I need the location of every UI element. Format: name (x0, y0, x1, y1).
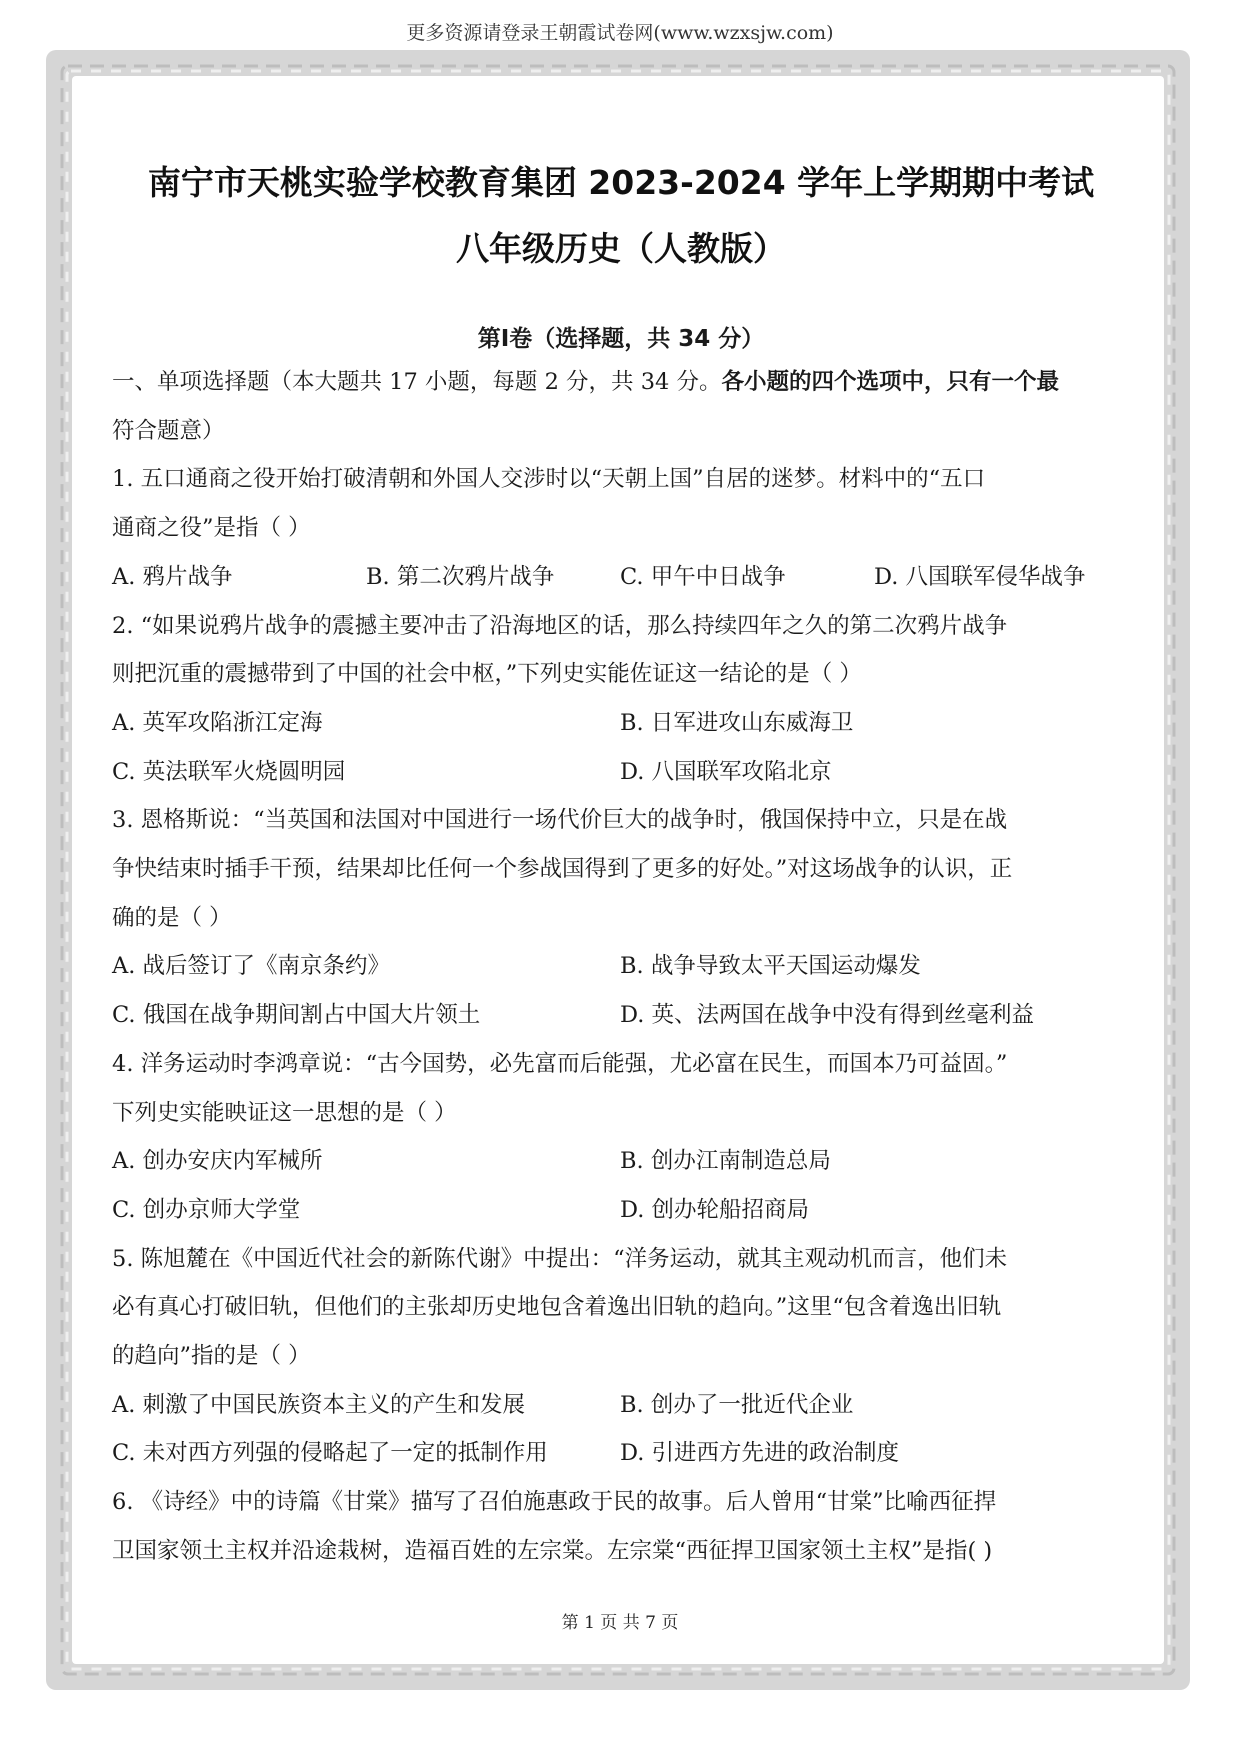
options-row (112, 1429, 1130, 1478)
option-d: D. 英、法两国在战争中没有得到丝毫利益 (620, 1002, 1035, 1029)
question-text-line: 通商之役”是指（ ） (112, 515, 311, 542)
option-b: B. 创办江南制造总局 (620, 1148, 831, 1175)
option-b: B. 战争导致太平天国运动爆发 (620, 953, 921, 980)
options-row (112, 991, 1130, 1040)
question-5 (112, 1235, 1130, 1479)
options-row (112, 1381, 1130, 1430)
option-a: A. 刺激了中国民族资本主义的产生和发展 (112, 1391, 526, 1418)
question-text-line: 卫国家领土主权并沿途栽树，造福百姓的左宗棠。左宗棠“西征捍卫国家领土主权”是指( ) (112, 1537, 993, 1564)
section-instruction-cont: 符合题意） (112, 417, 225, 444)
section-heading: 第Ⅰ卷（选择题，共 34 分） (477, 326, 765, 352)
question-1 (112, 455, 1130, 601)
option-d: D. 引进西方先进的政治制度 (620, 1440, 900, 1467)
question-3 (112, 796, 1130, 1040)
options-row (112, 553, 1130, 602)
option-a: A. 英军攻陷浙江定海 (112, 709, 323, 736)
option-c: C. 俄国在战争期间割占中国大片领土 (112, 1002, 481, 1029)
option-c: C. 未对西方列强的侵略起了一定的抵制作用 (112, 1440, 548, 1467)
question-text-line: 5. 陈旭麓在《中国近代社会的新陈代谢》中提出：“洋务运动，就其主观动机而言，他们未 (112, 1245, 1008, 1272)
question-2 (112, 602, 1130, 797)
question-text-line: 2. “如果说鸦片战争的震撼主要冲击了沿海地区的话，那么持续四年之久的第二次鸦片战争 (112, 612, 1008, 639)
instruction-normal: 一、单项选择题（本大题共 17 小题，每题 2 分，共 34 分。 (112, 369, 722, 395)
option-a: A. 创办安庆内军械所 (112, 1148, 323, 1175)
question-text-line: 4. 洋务运动时李鸿章说：“古今国势，必先富而后能强，尤必富在民生，而国本乃可益固。” (112, 1050, 1008, 1077)
question-4 (112, 1040, 1130, 1235)
source-banner: 更多资源请登录王朝霞试卷网(www.wzxsjw.com) (406, 22, 834, 44)
option-a: A. 鸦片战争 (112, 563, 233, 590)
option-b: B. 第二次鸦片战争 (366, 563, 555, 590)
options-row (112, 748, 1130, 797)
exam-title-line2: 八年级历史（人教版） (456, 229, 786, 268)
exam-content (112, 150, 1130, 1576)
options-row (112, 1137, 1130, 1186)
option-d: D. 八国联军攻陷北京 (620, 758, 832, 785)
option-a: A. 战后签订了《南京条约》 (112, 953, 391, 980)
question-text-line: 必有真心打破旧轨，但他们的主张却历史地包含着逸出旧轨的趋向。”这里“包含着逸出旧轨 (112, 1294, 1002, 1321)
question-text-line: 下列史实能映证这一思想的是（ ） (112, 1099, 457, 1126)
option-d: D. 八国联军侵华战争 (874, 563, 1086, 590)
question-text-line: 3. 恩格斯说：“当英国和法国对中国进行一场代价巨大的战争时，俄国保持中立，只是在战 (112, 807, 1008, 834)
option-c: C. 创办京师大学堂 (112, 1196, 301, 1223)
page-number-footer: 第 1 页 共 7 页 (561, 1613, 679, 1633)
section-instruction (112, 358, 1130, 407)
option-c: C. 英法联军火烧圆明园 (112, 758, 346, 785)
option-d: D. 创办轮船招商局 (620, 1196, 810, 1223)
question-text-line: 则把沉重的震撼带到了中国的社会中枢，”下列史实能佐证这一结论的是（ ） (112, 661, 862, 688)
options-row (112, 699, 1130, 748)
question-text-line: 的趋向”指的是（ ） (112, 1343, 311, 1370)
question-text-line: 争快结束时插手干预，结果却比任何一个参战国得到了更多的好处。”对这场战争的认识，正 (112, 856, 1013, 883)
option-b: B. 日军进攻山东威海卫 (620, 709, 854, 736)
question-6 (112, 1478, 1130, 1575)
question-text-line: 6. 《诗经》中的诗篇《甘棠》描写了召伯施惠政于民的故事。后人曾用“甘棠”比喻西征捍 (112, 1489, 997, 1516)
option-c: C. 甲午中日战争 (620, 563, 786, 590)
options-row (112, 942, 1130, 991)
exam-title-line1: 南宁市天桃实验学校教育集团 2023-2024 学年上学期期中考试 (147, 163, 1095, 202)
option-b: B. 创办了一批近代企业 (620, 1391, 854, 1418)
question-text-line: 1. 五口通商之役开始打破清朝和外国人交涉时以“天朝上国”自居的迷梦。材料中的“五口 (112, 466, 986, 493)
options-row (112, 1186, 1130, 1235)
instruction-bold: 各小题的四个选项中，只有一个最 (721, 369, 1060, 395)
question-text-line: 确的是（ ） (112, 904, 232, 931)
